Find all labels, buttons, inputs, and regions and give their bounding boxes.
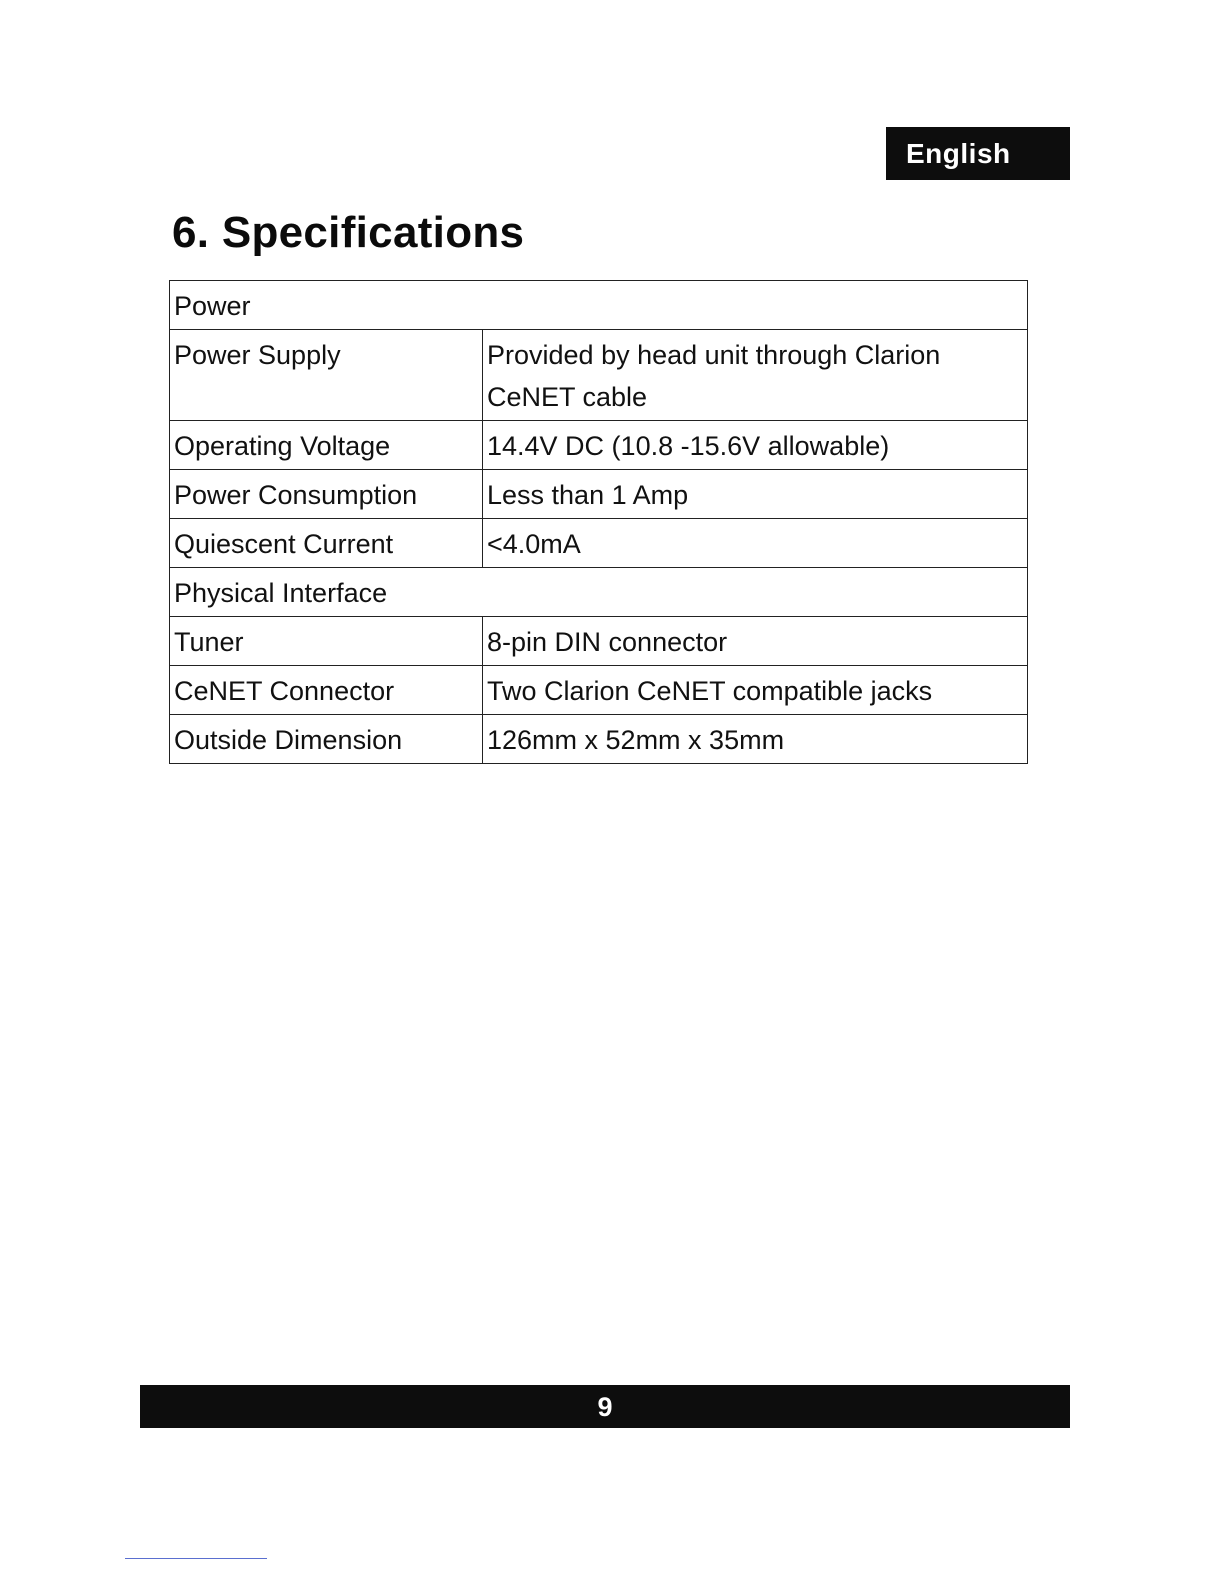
spec-row-cenet-connector (170, 666, 1028, 715)
spec-label: Power Supply (170, 330, 483, 421)
spec-label: Outside Dimension (170, 715, 483, 764)
specifications-table (169, 280, 1028, 764)
page-title: 6. Specifications (172, 208, 525, 257)
spec-row-power-supply (170, 330, 1028, 421)
spec-label: CeNET Connector (170, 666, 483, 715)
section-row-power (170, 281, 1028, 330)
section-heading: Power (170, 281, 1028, 330)
spec-value: <4.0mA (483, 519, 1028, 568)
spec-label: Power Consumption (170, 470, 483, 519)
language-badge: English (886, 127, 1070, 180)
spec-row-operating-voltage (170, 421, 1028, 470)
spec-value: 126mm x 52mm x 35mm (483, 715, 1028, 764)
scan-artifact-line (125, 1558, 267, 1559)
spec-value: 8-pin DIN connector (483, 617, 1028, 666)
spec-label: Operating Voltage (170, 421, 483, 470)
section-heading: Physical Interface (170, 568, 1028, 617)
page-number: 9 (597, 1392, 613, 1422)
spec-label: Tuner (170, 617, 483, 666)
spec-row-power-consumption (170, 470, 1028, 519)
footer-page-bar (140, 1385, 1070, 1428)
spec-row-tuner (170, 617, 1028, 666)
spec-row-quiescent-current (170, 519, 1028, 568)
section-row-physical-interface (170, 568, 1028, 617)
spec-row-outside-dimension (170, 715, 1028, 764)
spec-label: Quiescent Current (170, 519, 483, 568)
spec-value: 14.4V DC (10.8 -15.6V allowable) (483, 421, 1028, 470)
spec-value: Less than 1 Amp (483, 470, 1028, 519)
spec-value: Provided by head unit through Clarion CeNET cable (483, 330, 1028, 421)
spec-value: Two Clarion CeNET compatible jacks (483, 666, 1028, 715)
